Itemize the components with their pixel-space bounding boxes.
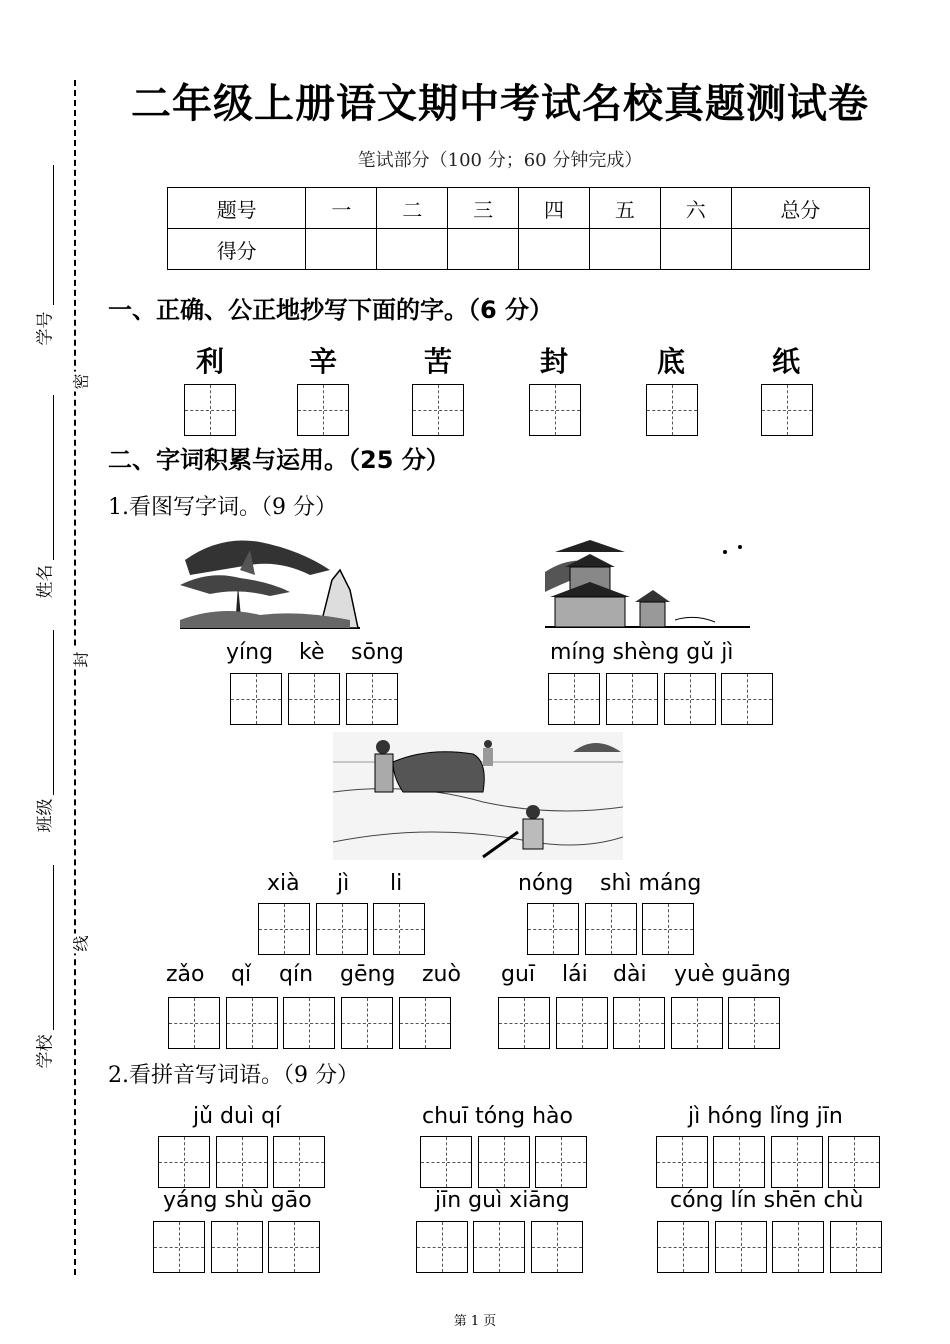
pinyin: nóng: [518, 871, 574, 896]
tianzige-grid[interactable]: [771, 1136, 823, 1188]
pinyin: kè: [299, 640, 325, 665]
score-input-cell[interactable]: [731, 229, 869, 270]
tianzige-grid[interactable]: [585, 903, 637, 955]
tianzige-grid[interactable]: [473, 1221, 525, 1273]
score-input-cell[interactable]: [377, 229, 448, 270]
tianzige-grid[interactable]: [297, 384, 349, 436]
page-footer: 第 1 页: [453, 1314, 497, 1329]
tianzige-grid[interactable]: [498, 997, 550, 1049]
tianzige-grid[interactable]: [416, 1221, 468, 1273]
pinyin: shì máng: [600, 871, 702, 896]
tianzige-grid[interactable]: [478, 1136, 530, 1188]
tianzige-grid[interactable]: [527, 903, 579, 955]
tianzige-grid[interactable]: [531, 1221, 583, 1273]
pinyin: míng shèng gǔ jì: [550, 640, 734, 665]
tianzige-grid[interactable]: [341, 997, 393, 1049]
tianzige-grid[interactable]: [346, 673, 398, 725]
pinyin: guī: [501, 962, 536, 987]
copy-char: 底: [656, 345, 685, 378]
score-input-cell[interactable]: [448, 229, 519, 270]
tianzige-grid[interactable]: [642, 903, 694, 955]
q2-title: 2.看拼音写词语。（9 分）: [108, 1063, 359, 1088]
pinyin: yáng shù gāo: [163, 1188, 312, 1213]
tianzige-grid[interactable]: [258, 903, 310, 955]
tianzige-grid[interactable]: [153, 1221, 205, 1273]
tianzige-grid[interactable]: [715, 1221, 767, 1273]
tianzige-grid[interactable]: [168, 997, 220, 1049]
tianzige-grid[interactable]: [548, 673, 600, 725]
score-input-cell[interactable]: [589, 229, 660, 270]
school-line: [53, 865, 54, 1030]
pinyin: yuè guāng: [674, 962, 791, 987]
seal-char-mi: 密: [69, 372, 92, 392]
pine-tree-picture: [180, 530, 360, 630]
tianzige-grid[interactable]: [721, 673, 773, 725]
pinyin: xià: [267, 871, 300, 896]
name-label: 姓名: [35, 564, 56, 599]
pinyin: zuò: [422, 962, 461, 987]
copy-char: 苦: [423, 345, 452, 378]
tianzige-grid[interactable]: [273, 1136, 325, 1188]
copy-char: 辛: [308, 345, 337, 378]
tianzige-grid[interactable]: [828, 1136, 880, 1188]
class-label: 班级: [35, 798, 56, 833]
tianzige-grid[interactable]: [211, 1221, 263, 1273]
pinyin: jǔ duì qí: [193, 1104, 282, 1129]
school-label: 学校: [35, 1034, 56, 1069]
section1-title: 一、正确、公正地抄写下面的字。（6 分）: [108, 296, 554, 324]
tianzige-grid[interactable]: [412, 384, 464, 436]
copy-char: 纸: [771, 345, 800, 378]
tianzige-grid[interactable]: [671, 997, 723, 1049]
tianzige-grid[interactable]: [184, 384, 236, 436]
pinyin: cóng lín shēn chù: [670, 1188, 864, 1213]
score-table-header-row: [168, 188, 870, 229]
tianzige-grid[interactable]: [657, 1221, 709, 1273]
pinyin: li: [390, 871, 403, 896]
score-row-label: 得分: [168, 229, 306, 270]
copy-char: 封: [539, 345, 568, 378]
page-subtitle: 笔试部分（100 分；60 分钟完成）: [357, 150, 643, 171]
pinyin: jì hóng lǐng jīn: [688, 1104, 843, 1129]
copy-char: 利: [195, 345, 224, 378]
tianzige-grid[interactable]: [772, 1221, 824, 1273]
q1-title: 1.看图写字词。（9 分）: [108, 495, 337, 520]
score-header-cell: 五: [589, 188, 660, 229]
tianzige-grid[interactable]: [728, 997, 780, 1049]
tianzige-grid[interactable]: [529, 384, 581, 436]
tianzige-grid[interactable]: [613, 997, 665, 1049]
score-header-cell: 三: [448, 188, 519, 229]
score-header-cell: 二: [377, 188, 448, 229]
score-input-cell[interactable]: [660, 229, 731, 270]
pinyin: qín: [279, 962, 314, 987]
pinyin: jīn guì xiāng: [435, 1188, 570, 1213]
tianzige-grid[interactable]: [226, 997, 278, 1049]
tianzige-grid[interactable]: [656, 1136, 708, 1188]
pinyin: dài: [613, 962, 647, 987]
pinyin: lái: [562, 962, 588, 987]
class-line: [53, 630, 54, 795]
tianzige-grid[interactable]: [664, 673, 716, 725]
score-input-cell[interactable]: [306, 229, 377, 270]
seal-char-feng: 封: [69, 650, 92, 670]
student-id-label: 学号: [35, 311, 56, 346]
binding-dashed-line: [74, 80, 76, 1275]
pinyin: chuī tóng hào: [422, 1104, 573, 1129]
score-header-cell: 四: [519, 188, 590, 229]
pinyin: yíng: [226, 640, 274, 665]
score-table: [167, 187, 870, 270]
tianzige-grid[interactable]: [606, 673, 658, 725]
tianzige-grid[interactable]: [761, 384, 813, 436]
pinyin: zǎo: [166, 962, 205, 987]
seal-char-xian: 线: [69, 934, 92, 954]
tianzige-grid[interactable]: [158, 1136, 210, 1188]
score-header-cell: 六: [660, 188, 731, 229]
tianzige-grid[interactable]: [216, 1136, 268, 1188]
score-table-score-row: [168, 229, 870, 270]
tianzige-grid[interactable]: [230, 673, 282, 725]
tianzige-grid[interactable]: [535, 1136, 587, 1188]
pinyin: gēng: [340, 962, 396, 987]
pinyin: jì: [337, 871, 350, 896]
tianzige-grid[interactable]: [830, 1221, 882, 1273]
pinyin: sōng: [351, 640, 404, 665]
tianzige-grid[interactable]: [420, 1136, 472, 1188]
tianzige-grid[interactable]: [713, 1136, 765, 1188]
tianzige-grid[interactable]: [316, 903, 368, 955]
score-header-cell: 题号: [168, 188, 306, 229]
section2-title: 二、字词积累与运用。（25 分）: [108, 446, 450, 474]
name-line: [53, 395, 54, 560]
score-input-cell[interactable]: [519, 229, 590, 270]
tianzige-grid[interactable]: [556, 997, 608, 1049]
page-title: 二年级上册语文期中考试名校真题测试卷: [131, 81, 869, 127]
pinyin: qǐ: [231, 962, 252, 987]
pavilion-picture: [545, 532, 750, 630]
score-header-cell: 一: [306, 188, 377, 229]
tianzige-grid[interactable]: [288, 673, 340, 725]
student-id-line: [53, 165, 54, 305]
farming-picture: [333, 732, 623, 860]
tianzige-grid[interactable]: [268, 1221, 320, 1273]
tianzige-grid[interactable]: [399, 997, 451, 1049]
tianzige-grid[interactable]: [646, 384, 698, 436]
tianzige-grid[interactable]: [283, 997, 335, 1049]
score-header-cell: 总分: [731, 188, 869, 229]
tianzige-grid[interactable]: [373, 903, 425, 955]
